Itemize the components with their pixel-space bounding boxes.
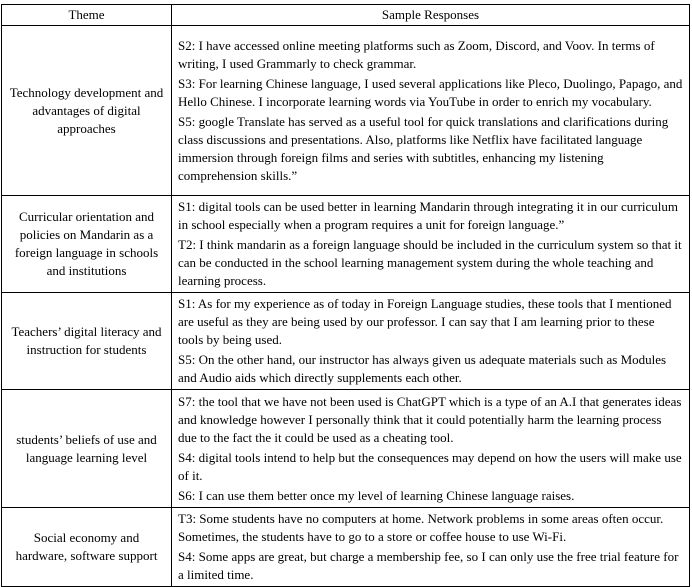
- response-text: S7: the tool that we have not been used is ChatGPT which is a type of an A.I that generates ideas and knowledge however I personally think that it could potentially harm the learning process due to the fact the it could be used as a cheating tool.: [178, 393, 682, 445]
- response-text: S4: Some apps are great, but charge a membership fee, so I can only use the free trial feature for a limited time.: [178, 549, 679, 582]
- responses-cell: [172, 196, 690, 293]
- response-text: S3: For learning Chinese language, I used several applications like Pleco, Duolingo, Papago, and Hello Chinese. I incorporate learning words via YouTube in order to enrich my vocabulary.: [178, 75, 683, 109]
- theme-cell: Technology development and advantages of digital approaches: [2, 26, 172, 196]
- theme-cell: Social economy and hardware, software support: [2, 508, 172, 587]
- table-row: [2, 26, 690, 196]
- theme-cell: students’ beliefs of use and language learning level: [2, 390, 172, 508]
- response-text: S6: I can use them better once my level of learning Chinese language raises.: [178, 487, 575, 503]
- response-text: T3: Some students have no computers at home. Network problems in some areas often occur. Sometimes, the students have to go to a store or coffee house to use Wi-Fi.: [178, 511, 664, 544]
- theme-cell: Curricular orientation and policies on Mandarin as a foreign language in schools and institutions: [2, 196, 172, 293]
- responses-cell: [172, 293, 690, 390]
- response-text: S2: I have accessed online meeting platforms such as Zoom, Discord, and Voov. In terms of writing, I used Grammarly to check grammar.: [178, 37, 655, 71]
- response-text: S1: digital tools can be used better in learning Mandarin through integrating it in our curriculum in school especially when a program requires a unit for foreign language.”: [178, 199, 679, 232]
- responses-cell: [172, 26, 690, 196]
- table-row: [2, 390, 690, 508]
- table-row: [2, 196, 690, 293]
- response-text: S4: digital tools intend to help but the consequences may depend on how the users will make use of it.: [178, 449, 682, 483]
- table-row: [2, 508, 690, 587]
- theme-cell: Teachers’ digital literacy and instruction for students: [2, 293, 172, 390]
- responses-cell: [172, 508, 690, 587]
- response-text: T2: I think mandarin as a foreign language should be included in the curriculum system so that it can be conducted in the school learning management system during the whole teaching and learning process.: [178, 237, 682, 288]
- table-row: [2, 293, 690, 390]
- header-theme: Theme: [2, 5, 172, 26]
- response-text: S1: As for my experience as of today in Foreign Language studies, these tools that I mentioned are useful as they are being used by our professor. I can say that I am learning prior to these tools by being used.: [178, 296, 672, 347]
- responses-cell: [172, 390, 690, 508]
- themes-table: [1, 4, 690, 587]
- header-sample-responses: Sample Responses: [172, 5, 690, 26]
- header-row: [2, 5, 690, 26]
- response-text: S5: On the other hand, our instructor has always given us adequate materials such as Modules and Audio aids which directly supplements each other.: [178, 352, 667, 385]
- response-text: S5: google Translate has served as a useful tool for quick translations and clarifications during class discussions and presentations. Also, platforms like Netflix have facilitated language immersion through foreign films and series with subtitles, enhancing my listening comprehension skills.”: [178, 113, 669, 183]
